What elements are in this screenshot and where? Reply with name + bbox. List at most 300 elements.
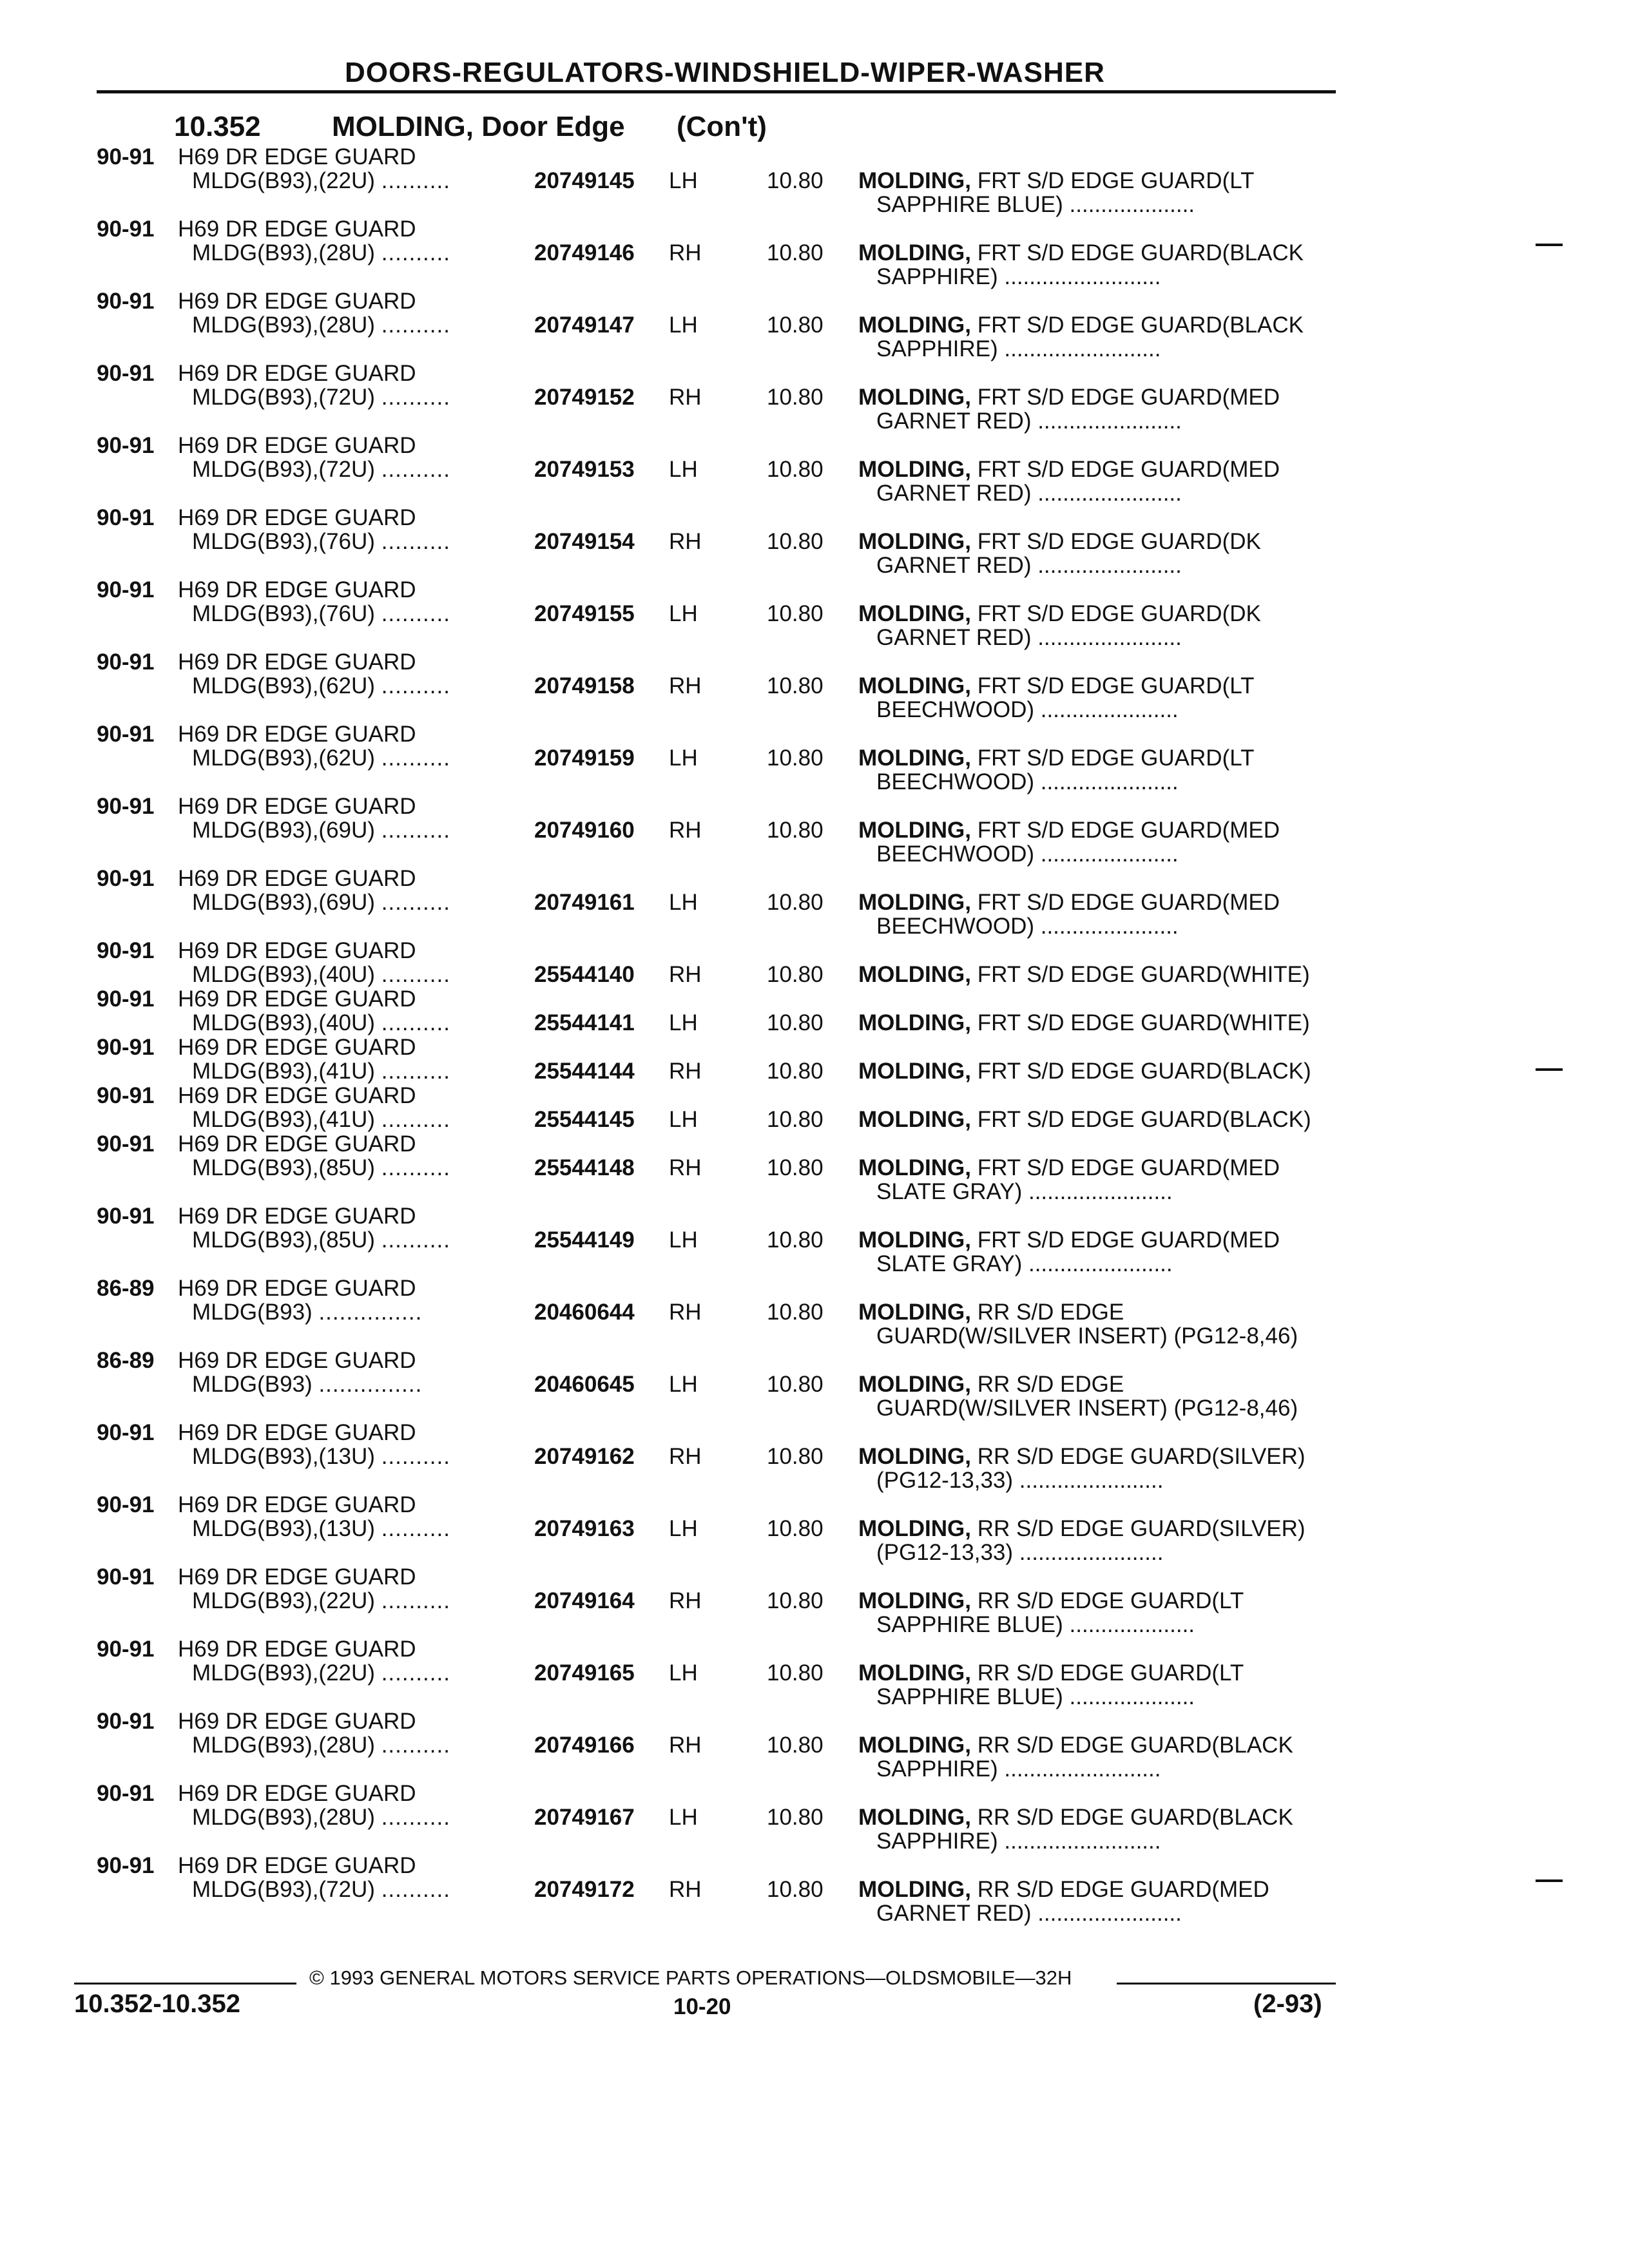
- part-description-continued: GARNET RED) .......................: [876, 408, 1182, 434]
- model-code-text: MLDG(B93),(62U): [192, 745, 375, 771]
- part-description: [858, 312, 1304, 338]
- part-description-text: RR S/D EDGE GUARD(LT: [970, 1588, 1244, 1613]
- group-number: 10.80: [767, 312, 824, 338]
- part-number: 20749147: [534, 312, 635, 338]
- part-description: [858, 673, 1254, 699]
- part-description: [858, 240, 1304, 266]
- dot-leader: ..........: [381, 1059, 450, 1084]
- part-description-keyword: MOLDING,: [858, 1227, 971, 1253]
- model-code: [192, 1733, 450, 1758]
- dot-leader: ..........: [381, 1227, 450, 1253]
- part-number: 20749159: [534, 745, 635, 771]
- group-description: H69 DR EDGE GUARD: [178, 1853, 416, 1878]
- footer-revision-date: (2-93): [1253, 1990, 1322, 2018]
- side: RH: [669, 962, 702, 987]
- dot-leader: ..........: [381, 1516, 450, 1541]
- part-number: 20749172: [534, 1877, 635, 1902]
- part-number: 20749162: [534, 1444, 635, 1469]
- model-code-text: MLDG(B93),(76U): [192, 601, 375, 626]
- header-rule: [97, 90, 1336, 93]
- side: LH: [669, 457, 698, 482]
- part-number: 20749158: [534, 673, 635, 698]
- part-number: 20749160: [534, 818, 635, 843]
- part-description-text: RR S/D EDGE: [970, 1300, 1124, 1325]
- page-header-title: DOORS-REGULATORS-WINDSHIELD-WIPER-WASHER: [345, 57, 1105, 88]
- part-description-continued: SAPPHIRE BLUE) ....................: [876, 1612, 1195, 1637]
- group-description: H69 DR EDGE GUARD: [178, 433, 416, 458]
- group-description: H69 DR EDGE GUARD: [178, 794, 416, 819]
- model-years: 90-91: [97, 1204, 155, 1229]
- part-entry: [0, 649, 1629, 722]
- part-entry: [0, 1083, 1629, 1131]
- part-entry: [0, 1204, 1629, 1276]
- margin-tick-mark: [1536, 244, 1563, 246]
- part-entry: [0, 1637, 1629, 1709]
- part-number: 25544149: [534, 1227, 635, 1253]
- model-code: [192, 890, 450, 916]
- model-code-text: MLDG(B93),(41U): [192, 1059, 375, 1084]
- side: RH: [669, 1444, 702, 1469]
- side: RH: [669, 818, 702, 843]
- part-description-text: FRT S/D EDGE GUARD(BLACK): [970, 1059, 1311, 1084]
- dot-leader: ..........: [381, 673, 450, 698]
- group-description: H69 DR EDGE GUARD: [178, 1637, 416, 1662]
- footer-page-number: 10-20: [673, 1994, 731, 2019]
- model-years: 90-91: [97, 577, 155, 602]
- part-description-keyword: MOLDING,: [858, 168, 971, 193]
- side: LH: [669, 1805, 698, 1830]
- part-description-text: FRT S/D EDGE GUARD(LT: [970, 745, 1255, 771]
- part-description-continued: SLATE GRAY) .......................: [876, 1251, 1173, 1276]
- side: LH: [669, 745, 698, 771]
- part-description-keyword: MOLDING,: [858, 312, 971, 338]
- footer-copyright: © 1993 GENERAL MOTORS SERVICE PARTS OPERATIONS—OLDSMOBILE—32H: [309, 1966, 1072, 1989]
- group-description: H69 DR EDGE GUARD: [178, 505, 416, 530]
- part-number: 20749155: [534, 601, 635, 626]
- group-number: 10.80: [767, 1805, 824, 1830]
- part-description-text: FRT S/D EDGE GUARD(MED: [970, 457, 1280, 482]
- dot-leader: ..........: [381, 1588, 450, 1613]
- model-code-text: MLDG(B93),(13U): [192, 1516, 375, 1541]
- side: LH: [669, 890, 698, 915]
- model-code: [192, 745, 450, 771]
- footer-rule: [74, 1983, 296, 1984]
- group-number: 10.80: [767, 818, 824, 843]
- model-code-text: MLDG(B93),(22U): [192, 1660, 375, 1686]
- part-description-text: FRT S/D EDGE GUARD(DK: [970, 601, 1261, 626]
- part-description: [858, 745, 1254, 771]
- part-description-text: FRT S/D EDGE GUARD(DK: [970, 529, 1261, 554]
- model-code-text: MLDG(B93),(72U): [192, 457, 375, 482]
- model-code-text: MLDG(B93),(13U): [192, 1444, 375, 1469]
- part-entry: [0, 577, 1629, 649]
- model-code-text: MLDG(B93),(72U): [192, 385, 375, 410]
- model-code: [192, 168, 450, 194]
- dot-leader: ..........: [381, 1805, 450, 1830]
- part-description-keyword: MOLDING,: [858, 457, 971, 482]
- model-code-text: MLDG(B93): [192, 1300, 313, 1325]
- group-description: H69 DR EDGE GUARD: [178, 866, 416, 891]
- part-description: [858, 1372, 1124, 1398]
- model-years: 90-91: [97, 505, 155, 530]
- group-description: H69 DR EDGE GUARD: [178, 938, 416, 963]
- section-continued: (Con't): [677, 111, 767, 142]
- dot-leader: ..........: [381, 1733, 450, 1758]
- model-years: 90-91: [97, 1420, 155, 1445]
- part-description-continued: BEECHWOOD) ......................: [876, 769, 1179, 794]
- part-number: 20749146: [534, 240, 635, 265]
- side: LH: [669, 601, 698, 626]
- part-number: 20749152: [534, 385, 635, 410]
- group-description: H69 DR EDGE GUARD: [178, 1035, 416, 1060]
- group-description: H69 DR EDGE GUARD: [178, 1781, 416, 1806]
- model-years: 90-91: [97, 1035, 155, 1060]
- part-description: [858, 1155, 1280, 1181]
- part-number: 25544144: [534, 1059, 635, 1084]
- model-code: [192, 385, 450, 410]
- model-code-text: MLDG(B93),(22U): [192, 1588, 375, 1613]
- part-description-keyword: MOLDING,: [858, 818, 971, 843]
- part-description-text: FRT S/D EDGE GUARD(MED: [970, 1227, 1280, 1253]
- part-number: 20749166: [534, 1733, 635, 1758]
- part-description: [858, 1444, 1306, 1470]
- side: RH: [669, 1588, 702, 1613]
- part-number: 20749161: [534, 890, 635, 915]
- dot-leader: ..........: [381, 1660, 450, 1686]
- model-years: 90-91: [97, 866, 155, 891]
- dot-leader: ...............: [318, 1372, 423, 1397]
- model-code: [192, 1444, 450, 1470]
- group-number: 10.80: [767, 673, 824, 698]
- part-description: [858, 1010, 1310, 1036]
- part-description-text: FRT S/D EDGE GUARD(MED: [970, 818, 1280, 843]
- part-description-text: RR S/D EDGE GUARD(MED: [970, 1877, 1269, 1902]
- part-description-keyword: MOLDING,: [858, 1444, 971, 1469]
- part-description-continued: GARNET RED) .......................: [876, 553, 1182, 578]
- part-entry: [0, 1564, 1629, 1637]
- part-description-continued: BEECHWOOD) ......................: [876, 697, 1179, 722]
- part-number: 25544141: [534, 1010, 635, 1035]
- part-description-keyword: MOLDING,: [858, 240, 971, 265]
- dot-leader: ..........: [381, 240, 450, 265]
- part-description-keyword: MOLDING,: [858, 1107, 971, 1132]
- group-number: 10.80: [767, 1227, 824, 1253]
- part-number: 20749153: [534, 457, 635, 482]
- part-description-continued: GUARD(W/SILVER INSERT) (PG12-8,46): [876, 1396, 1298, 1421]
- part-description: [858, 962, 1310, 988]
- part-number: 25544140: [534, 962, 635, 987]
- group-number: 10.80: [767, 601, 824, 626]
- model-code-text: MLDG(B93),(69U): [192, 818, 375, 843]
- part-description-text: FRT S/D EDGE GUARD(WHITE): [970, 962, 1310, 987]
- dot-leader: ..........: [381, 385, 450, 410]
- part-description-text: FRT S/D EDGE GUARD(BLACK: [970, 240, 1304, 265]
- part-description: [858, 1877, 1269, 1903]
- model-years: 90-91: [97, 794, 155, 819]
- group-number: 10.80: [767, 890, 824, 915]
- group-description: H69 DR EDGE GUARD: [178, 1492, 416, 1517]
- part-description-text: FRT S/D EDGE GUARD(MED: [970, 1155, 1280, 1180]
- part-entry: [0, 1781, 1629, 1853]
- part-description-continued: SAPPHIRE) .........................: [876, 1829, 1161, 1854]
- group-number: 10.80: [767, 1444, 824, 1469]
- part-description: [858, 1588, 1244, 1614]
- side: RH: [669, 1155, 702, 1180]
- part-description-keyword: MOLDING,: [858, 1372, 971, 1397]
- part-number: 20749163: [534, 1516, 635, 1541]
- group-number: 10.80: [767, 1107, 824, 1132]
- model-code-text: MLDG(B93): [192, 1372, 313, 1397]
- part-description-continued: GARNET RED) .......................: [876, 625, 1182, 650]
- part-description-continued: BEECHWOOD) ......................: [876, 841, 1179, 867]
- part-description: [858, 385, 1280, 410]
- model-code: [192, 1059, 450, 1084]
- model-code: [192, 240, 450, 266]
- model-years: 90-91: [97, 1637, 155, 1662]
- dot-leader: ..........: [381, 1444, 450, 1469]
- part-number: 20749154: [534, 529, 635, 554]
- model-code: [192, 962, 450, 988]
- group-number: 10.80: [767, 1059, 824, 1084]
- model-code-text: MLDG(B93),(22U): [192, 168, 375, 193]
- part-description-keyword: MOLDING,: [858, 1733, 971, 1758]
- model-code: [192, 529, 450, 555]
- part-description: [858, 457, 1280, 483]
- group-description: H69 DR EDGE GUARD: [178, 1083, 416, 1108]
- group-number: 10.80: [767, 1010, 824, 1035]
- group-number: 10.80: [767, 1733, 824, 1758]
- part-description-continued: SAPPHIRE BLUE) ....................: [876, 1684, 1195, 1709]
- part-description-continued: SAPPHIRE BLUE) ....................: [876, 192, 1195, 217]
- group-description: H69 DR EDGE GUARD: [178, 722, 416, 747]
- part-entry: [0, 1035, 1629, 1083]
- part-description-keyword: MOLDING,: [858, 1877, 971, 1902]
- side: RH: [669, 1733, 702, 1758]
- part-description-keyword: MOLDING,: [858, 962, 971, 987]
- dot-leader: ..........: [381, 745, 450, 771]
- model-code-text: MLDG(B93),(41U): [192, 1107, 375, 1132]
- part-number: 20749145: [534, 168, 635, 193]
- group-description: H69 DR EDGE GUARD: [178, 361, 416, 386]
- dot-leader: ..........: [381, 890, 450, 915]
- group-number: 10.80: [767, 1877, 824, 1902]
- model-code: [192, 312, 450, 338]
- part-entry: [0, 986, 1629, 1035]
- group-number: 10.80: [767, 529, 824, 554]
- part-description-keyword: MOLDING,: [858, 1010, 971, 1035]
- dot-leader: ..........: [381, 1155, 450, 1180]
- part-description-continued: BEECHWOOD) ......................: [876, 914, 1179, 939]
- dot-leader: ...............: [318, 1300, 423, 1325]
- side: RH: [669, 1059, 702, 1084]
- part-description-keyword: MOLDING,: [858, 1516, 971, 1541]
- part-description-keyword: MOLDING,: [858, 890, 971, 915]
- part-description-continued: SAPPHIRE) .........................: [876, 336, 1161, 361]
- part-description: [858, 1660, 1244, 1686]
- part-description-continued: (PG12-13,33) .......................: [876, 1468, 1164, 1493]
- group-description: H69 DR EDGE GUARD: [178, 649, 416, 675]
- model-years: 90-91: [97, 938, 155, 963]
- model-code-text: MLDG(B93),(28U): [192, 240, 375, 265]
- footer-section-range: 10.352-10.352: [74, 1990, 241, 2018]
- model-code: [192, 1010, 450, 1036]
- model-code: [192, 1372, 422, 1398]
- model-years: 90-91: [97, 1853, 155, 1878]
- group-number: 10.80: [767, 962, 824, 987]
- part-entry: [0, 1492, 1629, 1564]
- part-number: 20460645: [534, 1372, 635, 1397]
- part-description-continued: GARNET RED) .......................: [876, 481, 1182, 506]
- dot-leader: ..........: [381, 818, 450, 843]
- part-description-continued: SLATE GRAY) .......................: [876, 1179, 1173, 1204]
- part-description: [858, 1107, 1311, 1133]
- dot-leader: ..........: [381, 601, 450, 626]
- part-description: [858, 1300, 1124, 1325]
- model-code-text: MLDG(B93),(85U): [192, 1155, 375, 1180]
- side: LH: [669, 1010, 698, 1035]
- part-description-text: RR S/D EDGE GUARD(SILVER): [970, 1516, 1306, 1541]
- part-description: [858, 890, 1280, 916]
- model-code: [192, 1300, 422, 1325]
- model-code: [192, 1107, 450, 1133]
- model-code: [192, 1805, 450, 1831]
- side: LH: [669, 168, 698, 193]
- part-description: [858, 1059, 1311, 1084]
- model-years: 90-91: [97, 649, 155, 675]
- model-code: [192, 1155, 450, 1181]
- part-description: [858, 168, 1254, 194]
- model-code: [192, 457, 450, 483]
- group-number: 10.80: [767, 168, 824, 193]
- section-title: MOLDING, Door Edge: [332, 111, 625, 142]
- model-years: 90-91: [97, 986, 155, 1012]
- part-description-text: RR S/D EDGE GUARD(BLACK: [970, 1805, 1293, 1830]
- model-code: [192, 1516, 450, 1542]
- part-entry: [0, 794, 1629, 866]
- side: LH: [669, 1516, 698, 1541]
- part-description-text: RR S/D EDGE GUARD(LT: [970, 1660, 1244, 1686]
- group-description: H69 DR EDGE GUARD: [178, 577, 416, 602]
- group-number: 10.80: [767, 457, 824, 482]
- part-description-text: RR S/D EDGE GUARD(BLACK: [970, 1733, 1293, 1758]
- part-entry: [0, 866, 1629, 938]
- side: RH: [669, 240, 702, 265]
- part-entry: [0, 1853, 1629, 1925]
- part-description-keyword: MOLDING,: [858, 1059, 971, 1084]
- part-description: [858, 529, 1261, 555]
- side: LH: [669, 1107, 698, 1132]
- part-entry: [0, 1348, 1629, 1420]
- margin-tick-mark: [1536, 1879, 1563, 1882]
- part-number: 20460644: [534, 1300, 635, 1325]
- part-description-text: RR S/D EDGE GUARD(SILVER): [970, 1444, 1306, 1469]
- part-description-keyword: MOLDING,: [858, 1155, 971, 1180]
- model-years: 90-91: [97, 361, 155, 386]
- part-description: [858, 1733, 1293, 1758]
- part-entry: [0, 1709, 1629, 1781]
- model-code: [192, 601, 450, 627]
- part-description-keyword: MOLDING,: [858, 1805, 971, 1830]
- model-years: 90-91: [97, 216, 155, 242]
- model-code: [192, 1227, 450, 1253]
- part-description-continued: (PG12-13,33) .......................: [876, 1540, 1164, 1565]
- side: LH: [669, 1660, 698, 1686]
- dot-leader: ..........: [381, 529, 450, 554]
- side: RH: [669, 673, 702, 698]
- model-years: 86-89: [97, 1276, 155, 1301]
- dot-leader: ..........: [381, 168, 450, 193]
- part-entry: [0, 938, 1629, 986]
- section-number: 10.352: [174, 111, 261, 142]
- margin-tick-mark: [1536, 1068, 1563, 1071]
- group-description: H69 DR EDGE GUARD: [178, 1564, 416, 1590]
- model-code-text: MLDG(B93),(72U): [192, 1877, 375, 1902]
- part-description: [858, 1516, 1306, 1542]
- group-description: H69 DR EDGE GUARD: [178, 1348, 416, 1373]
- model-years: 90-91: [97, 1492, 155, 1517]
- model-code: [192, 1660, 450, 1686]
- part-description-continued: SAPPHIRE) .........................: [876, 264, 1161, 289]
- model-years: 90-91: [97, 1131, 155, 1157]
- model-code: [192, 818, 450, 843]
- part-description-continued: GUARD(W/SILVER INSERT) (PG12-8,46): [876, 1323, 1298, 1349]
- part-description: [858, 601, 1261, 627]
- group-number: 10.80: [767, 745, 824, 771]
- part-entry: [0, 722, 1629, 794]
- model-years: 90-91: [97, 433, 155, 458]
- model-code: [192, 1877, 450, 1903]
- dot-leader: ..........: [381, 1877, 450, 1902]
- part-description-continued: GARNET RED) .......................: [876, 1901, 1182, 1926]
- model-years: 90-91: [97, 1083, 155, 1108]
- part-number: 25544148: [534, 1155, 635, 1180]
- side: LH: [669, 1372, 698, 1397]
- part-description-text: RR S/D EDGE: [970, 1372, 1124, 1397]
- part-entry: [0, 361, 1629, 433]
- part-description-text: FRT S/D EDGE GUARD(LT: [970, 168, 1255, 193]
- part-description-continued: SAPPHIRE) .........................: [876, 1756, 1161, 1782]
- parts-list: [0, 144, 1629, 1925]
- group-number: 10.80: [767, 1372, 824, 1397]
- dot-leader: ..........: [381, 1107, 450, 1132]
- part-description-keyword: MOLDING,: [858, 673, 971, 698]
- part-description-text: FRT S/D EDGE GUARD(BLACK: [970, 312, 1304, 338]
- side: RH: [669, 529, 702, 554]
- side: RH: [669, 1877, 702, 1902]
- part-entry: [0, 505, 1629, 577]
- model-code-text: MLDG(B93),(69U): [192, 890, 375, 915]
- group-description: H69 DR EDGE GUARD: [178, 1420, 416, 1445]
- group-number: 10.80: [767, 1516, 824, 1541]
- group-description: H69 DR EDGE GUARD: [178, 986, 416, 1012]
- part-entry: [0, 1131, 1629, 1204]
- part-entry: [0, 1420, 1629, 1492]
- group-number: 10.80: [767, 1660, 824, 1686]
- side: LH: [669, 1227, 698, 1253]
- group-number: 10.80: [767, 1155, 824, 1180]
- model-years: 90-91: [97, 1709, 155, 1734]
- model-years: 86-89: [97, 1348, 155, 1373]
- part-description-text: FRT S/D EDGE GUARD(WHITE): [970, 1010, 1310, 1035]
- model-years: 90-91: [97, 289, 155, 314]
- model-code: [192, 673, 450, 699]
- model-code-text: MLDG(B93),(28U): [192, 1805, 375, 1830]
- group-description: H69 DR EDGE GUARD: [178, 1709, 416, 1734]
- group-description: H69 DR EDGE GUARD: [178, 289, 416, 314]
- model-code-text: MLDG(B93),(40U): [192, 962, 375, 987]
- part-description-keyword: MOLDING,: [858, 745, 971, 771]
- side: RH: [669, 1300, 702, 1325]
